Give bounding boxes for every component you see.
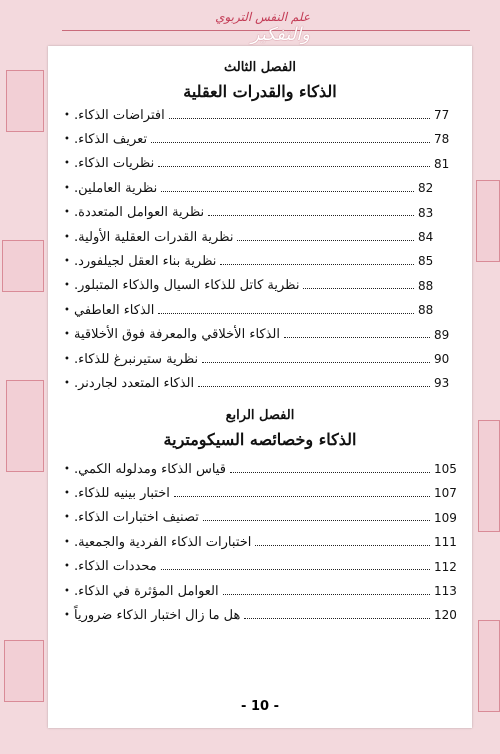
toc-entry-label: نظرية العاملين. — [74, 180, 158, 196]
brand-line1: علم النفس التربوي — [215, 10, 310, 24]
toc-entry — [60, 556, 458, 578]
toc-entry-page: 90 — [434, 352, 450, 366]
dot-leader — [198, 386, 430, 387]
toc-entry-page: 112 — [434, 559, 457, 574]
toc-entry-page: 105 — [434, 462, 457, 476]
bullet-icon: • — [64, 463, 70, 475]
toc-entry — [60, 507, 458, 529]
toc-entry-label: هل ما زال اختبار الذكاء ضرورياً — [74, 607, 241, 623]
toc-entry-label: نظرية ستيرنبرغ للذكاء. — [74, 351, 199, 367]
dot-leader — [202, 362, 430, 363]
background-square — [2, 240, 44, 292]
bullet-icon: • — [64, 536, 70, 548]
toc-entry-page: 81 — [434, 156, 450, 171]
bullet-icon: • — [64, 585, 70, 597]
toc-entry — [60, 482, 458, 504]
toc-entry-label: تصنيف اختبارات الذكاء. — [74, 510, 199, 526]
toc-entry-label: محددات الذكاء. — [74, 559, 157, 575]
dot-leader — [208, 215, 414, 216]
bullet-icon: • — [64, 329, 70, 341]
toc-entry-page: 89 — [434, 327, 450, 342]
page-number: - 10 - — [241, 699, 279, 714]
toc-entry — [60, 604, 458, 626]
toc-entry — [60, 324, 458, 346]
toc-entry-label: الذكاء المتعدد لجاردنر. — [74, 375, 195, 391]
toc-entry-page: 93 — [434, 376, 450, 391]
toc-entry-page: 84 — [418, 230, 434, 244]
toc-entry — [60, 202, 442, 224]
toc-entry-label: اختبارات الذكاء الفردية والجمعية. — [74, 534, 252, 550]
dot-leader — [169, 118, 430, 119]
document-page — [48, 46, 472, 728]
toc-entry — [60, 275, 442, 297]
header-brand — [170, 10, 310, 44]
dot-leader — [158, 166, 430, 167]
dot-leader — [237, 240, 414, 241]
dot-leader — [244, 618, 430, 619]
toc-entry — [60, 104, 458, 126]
dot-leader — [151, 142, 430, 143]
dot-leader — [220, 264, 414, 265]
background-square — [478, 620, 500, 712]
background-square — [4, 640, 44, 702]
toc-entry-page: 82 — [418, 181, 434, 196]
toc-entry-page: 88 — [418, 303, 434, 318]
toc-entry-label: افتراضات الذكاء. — [74, 107, 165, 123]
toc-entry — [60, 348, 458, 370]
toc-entry-label: نظرية كاتل للذكاء السيال والذكاء المتبلور. — [74, 278, 300, 294]
dot-leader — [284, 337, 430, 338]
background-square — [478, 420, 500, 532]
chapter4-heading: الفصل الرابع — [225, 408, 295, 423]
toc-entry-label: نظرية القدرات العقلية الأولية. — [74, 229, 234, 245]
toc-entry — [60, 177, 442, 199]
bullet-icon: • — [64, 133, 70, 145]
bullet-icon: • — [64, 561, 70, 573]
toc-entry-label: نظريات الذكاء. — [74, 156, 155, 172]
bullet-icon: • — [64, 109, 70, 121]
toc-entry — [60, 153, 458, 175]
bullet-icon: • — [64, 487, 70, 499]
background-square — [476, 180, 500, 262]
toc-entry-label: اختبار بينيه للذكاء. — [74, 485, 170, 501]
toc-entry-label: نظرية بناء العقل لجيلفورد. — [74, 253, 217, 269]
dot-leader — [303, 288, 414, 289]
toc-entry-page: 88 — [418, 278, 434, 293]
bullet-icon: • — [64, 512, 70, 524]
toc-entry — [60, 250, 442, 272]
bullet-icon: • — [64, 158, 70, 170]
dot-leader — [230, 472, 430, 473]
toc-entry — [60, 458, 458, 480]
bullet-icon: • — [64, 377, 70, 389]
toc-entry-label: العوامل المؤثرة في الذكاء. — [74, 583, 219, 599]
toc-entry — [60, 531, 458, 553]
bullet-icon: • — [64, 280, 70, 292]
toc-entry — [60, 226, 442, 248]
toc-entry-label: تعريف الذكاء. — [74, 131, 148, 147]
chapter3-title: الذكاء والقدرات العقلية — [183, 82, 337, 101]
toc-entry-page: 111 — [434, 535, 457, 550]
toc-entry — [60, 299, 442, 321]
dot-leader — [161, 569, 430, 570]
brand-line2: والتفكير — [250, 24, 310, 45]
toc-entry-label: الذكاء العاطفي — [74, 302, 155, 318]
toc-entry-page: 85 — [418, 254, 434, 269]
bullet-icon: • — [64, 353, 70, 365]
bullet-icon: • — [64, 182, 70, 194]
background-square — [6, 380, 44, 472]
toc-entry-label: قياس الذكاء ومدلوله الكمي. — [74, 461, 226, 477]
dot-leader — [161, 191, 414, 192]
toc-entry — [60, 128, 458, 150]
bullet-icon: • — [64, 207, 70, 219]
toc-entry-label: نظرية العوامل المتعددة. — [74, 205, 205, 221]
chapter3-heading: الفصل الثالث — [224, 60, 296, 75]
toc-entry-page: 113 — [434, 584, 457, 598]
dot-leader — [255, 545, 430, 546]
dot-leader — [174, 496, 430, 497]
toc-entry-page: 107 — [434, 486, 457, 501]
toc-entry-page: 78 — [434, 132, 450, 147]
toc-entry-label: الذكاء الأخلاقي والمعرفة فوق الأخلاقية — [74, 327, 280, 343]
bullet-icon: • — [64, 255, 70, 267]
toc-entry-page: 109 — [434, 510, 457, 525]
dot-leader — [223, 594, 430, 595]
toc-entry — [60, 580, 458, 602]
toc-entry — [60, 372, 458, 394]
toc-entry-page: 120 — [434, 608, 457, 623]
bullet-icon: • — [64, 609, 70, 621]
chapter4-title: الذكاء وخصائصه السيكومترية — [163, 430, 357, 449]
dot-leader — [203, 520, 430, 521]
dot-leader — [158, 313, 414, 314]
bullet-icon: • — [64, 231, 70, 243]
toc-entry-page: 77 — [434, 108, 450, 122]
toc-entry-page: 83 — [418, 205, 434, 220]
background-square — [6, 70, 44, 132]
bullet-icon: • — [64, 304, 70, 316]
